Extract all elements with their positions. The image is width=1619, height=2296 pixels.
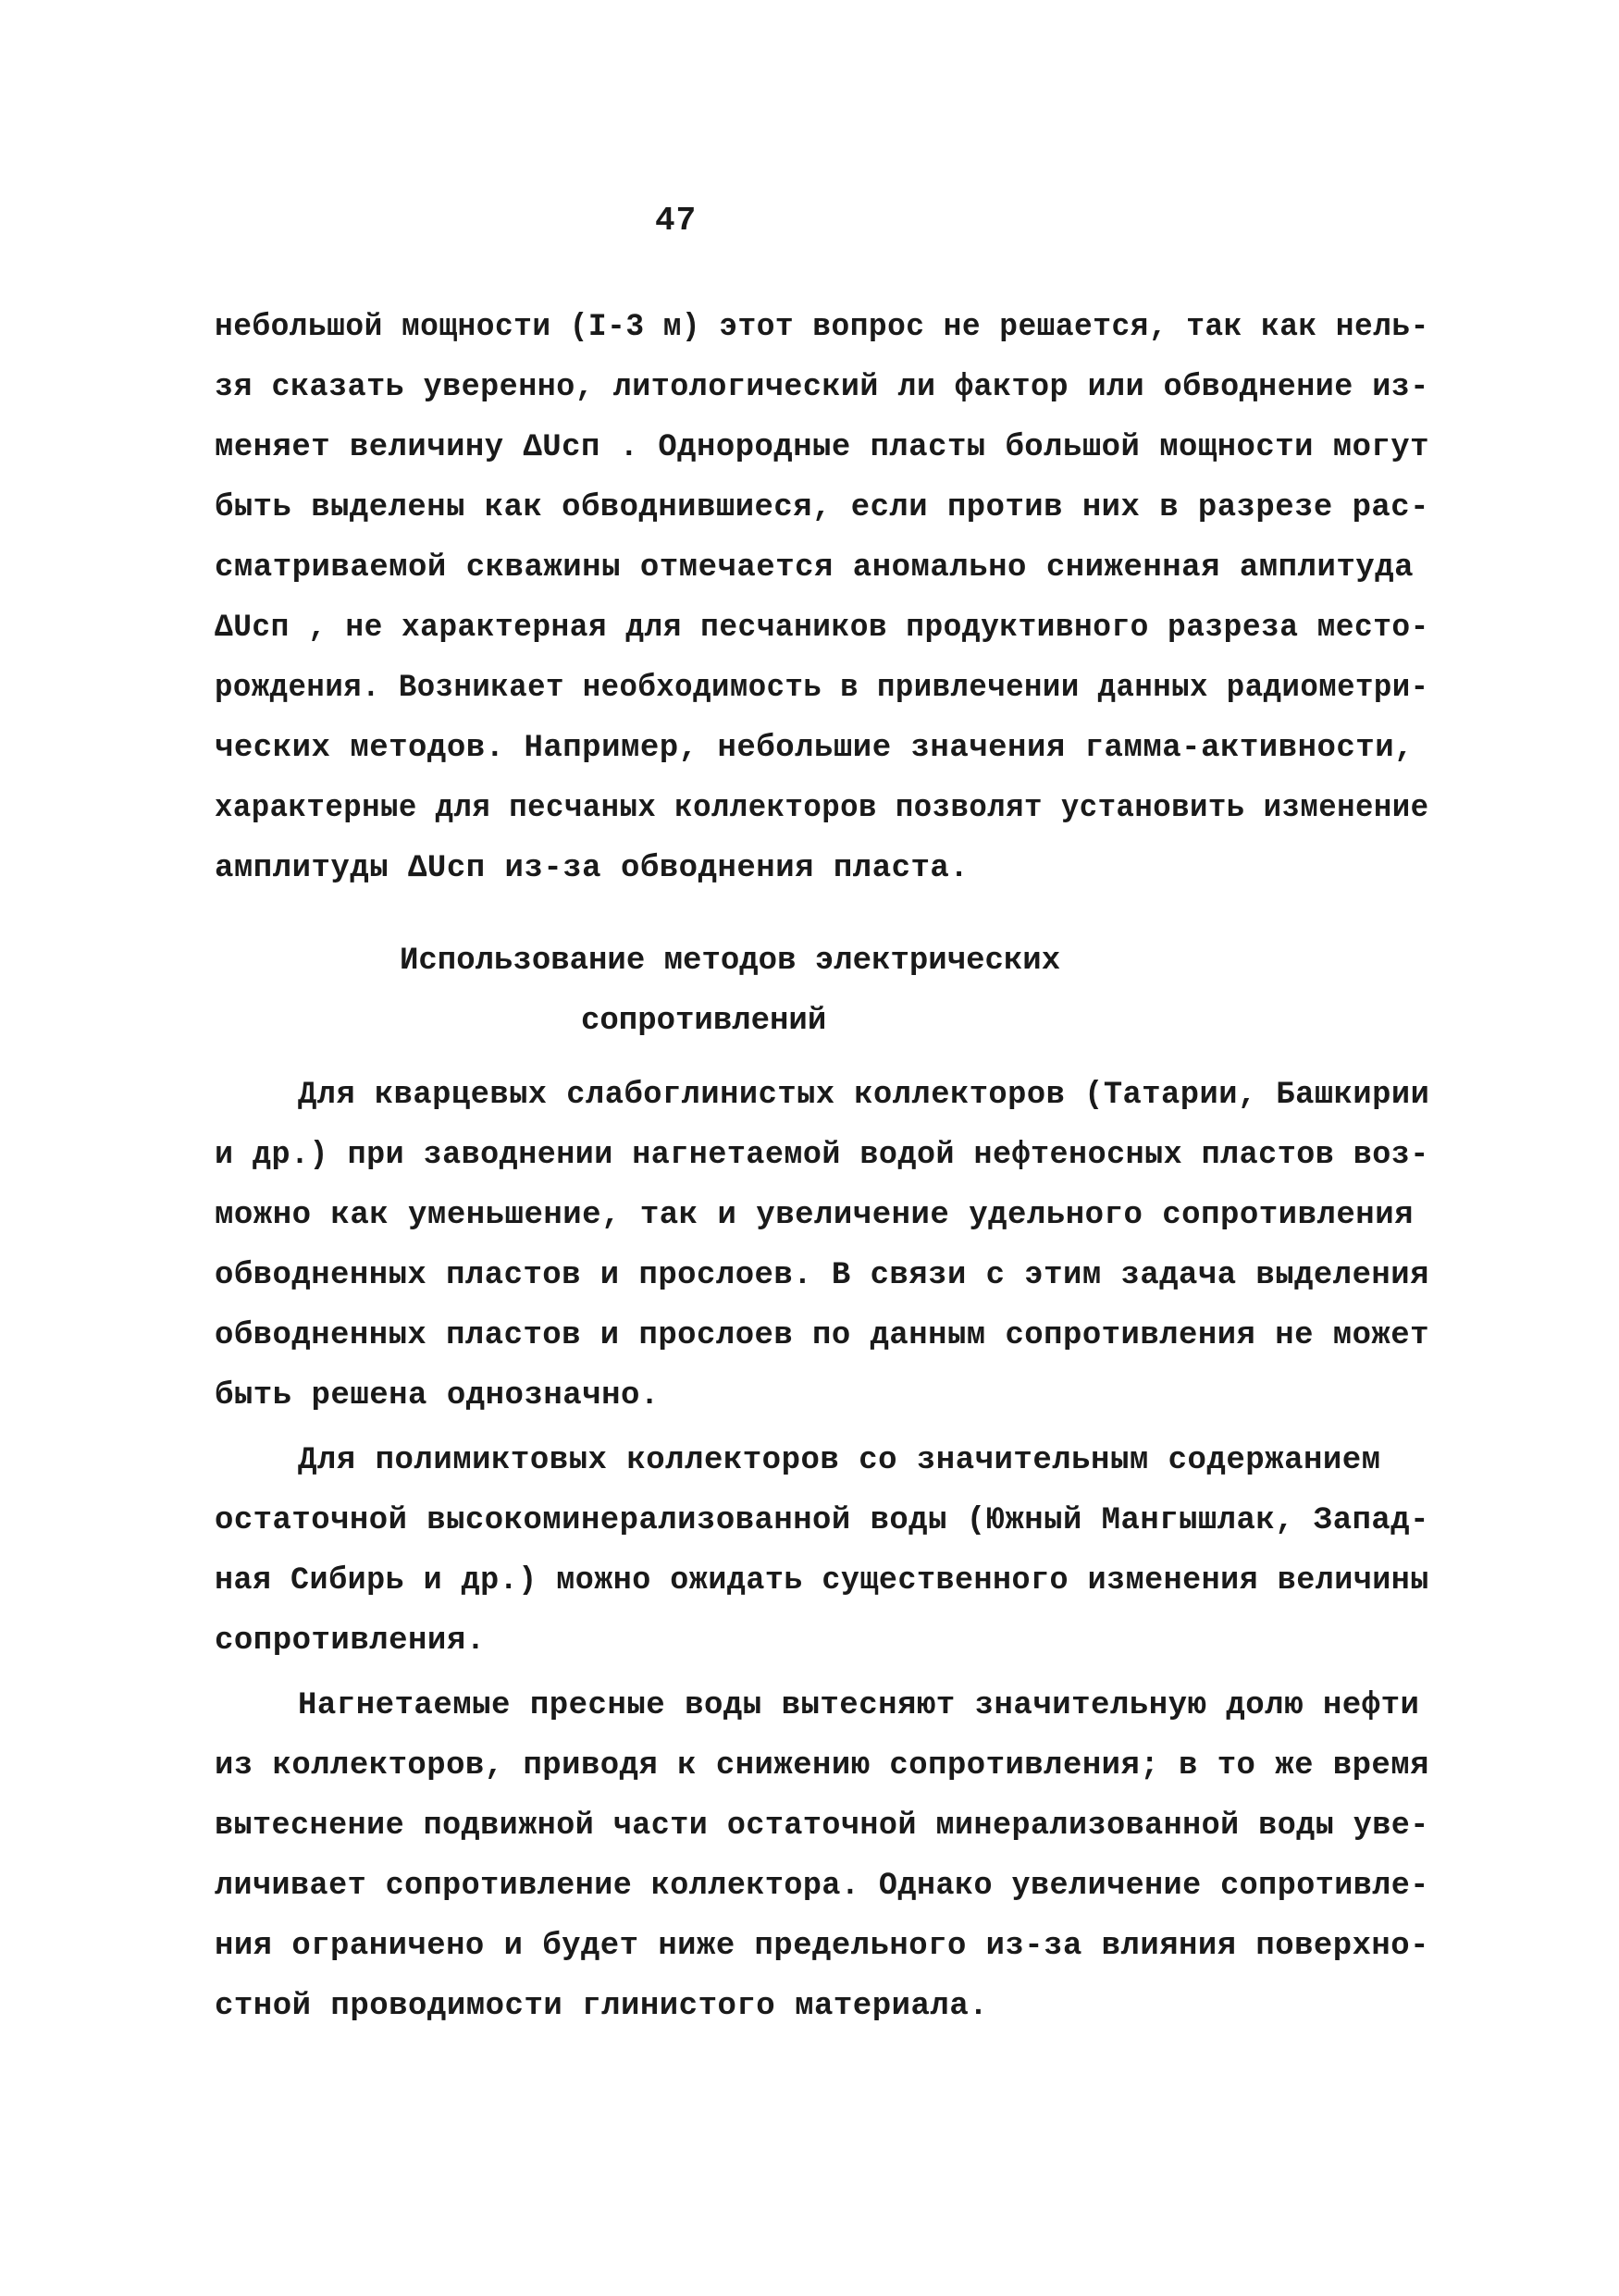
text-line: быть выделены как обводнившиеся, если против них в разрезе рас- xyxy=(215,490,1429,525)
text-line: ния ограничено и будет ниже предельного из-за влияния поверхно- xyxy=(215,1929,1429,1964)
text-line: сопротивления. xyxy=(215,1623,486,1659)
text-line: обводненных пластов и прослоев. В связи с этим задача выделения xyxy=(215,1258,1429,1293)
text-line: характерные для песчаных коллекторов позволят установить изменение xyxy=(215,791,1429,826)
text-line: Для полимиктовых коллекторов со значительным содержанием xyxy=(298,1443,1381,1478)
text-line: и др.) при заводнении нагнетаемой водой нефтеносных пластов воз- xyxy=(215,1138,1429,1173)
text-line: ΔUсп , не характерная для песчаников продуктивного разреза место- xyxy=(215,611,1429,646)
text-line: сматриваемой скважины отмечается аномально сниженная амплитуда xyxy=(215,550,1415,586)
text-line: меняет величину ΔUсп . Однородные пласты большой мощности могут xyxy=(215,430,1429,465)
text-line: личивает сопротивление коллектора. Однако увеличение сопротивле- xyxy=(215,1869,1429,1904)
section-heading: Использование методов электрических xyxy=(400,944,1061,979)
text-line: амплитуды ΔUсп из-за обводнения пласта. xyxy=(215,851,970,886)
text-line: зя сказать уверенно, литологический ли фактор или обводнение из- xyxy=(215,370,1429,405)
text-line: ческих методов. Например, небольшие значения гамма-активности, xyxy=(215,731,1415,766)
text-line: Для кварцевых слабоглинистых коллекторов (Татарии, Башкирии xyxy=(298,1078,1430,1113)
text-line: стной проводимости глинистого материала. xyxy=(215,1989,989,2024)
text-line: рождения. Возникает необходимость в привлечении данных радиометри- xyxy=(215,671,1429,706)
text-line: вытеснение подвижной части остаточной минерализованной воды уве- xyxy=(215,1808,1429,1844)
text-line: можно как уменьшение, так и увеличение удельного сопротивления xyxy=(215,1198,1415,1233)
text-line: небольшой мощности (I-3 м) этот вопрос не решается, так как нель- xyxy=(215,310,1429,345)
page-number: 47 xyxy=(655,202,698,240)
text-line: обводненных пластов и прослоев по данным сопротивления не может xyxy=(215,1318,1429,1353)
text-line: Нагнетаемые пресные воды вытесняют значительную долю нефти xyxy=(298,1688,1420,1723)
text-line: ная Сибирь и др.) можно ожидать существенного изменения величины xyxy=(215,1563,1429,1599)
text-line: из коллекторов, приводя к снижению сопротивления; в то же время xyxy=(215,1748,1429,1784)
text-line: быть решена однозначно. xyxy=(215,1378,660,1413)
text-line: остаточной высокоминерализованной воды (Южный Мангышлак, Запад- xyxy=(215,1503,1429,1538)
section-heading: сопротивлений xyxy=(581,1004,827,1039)
